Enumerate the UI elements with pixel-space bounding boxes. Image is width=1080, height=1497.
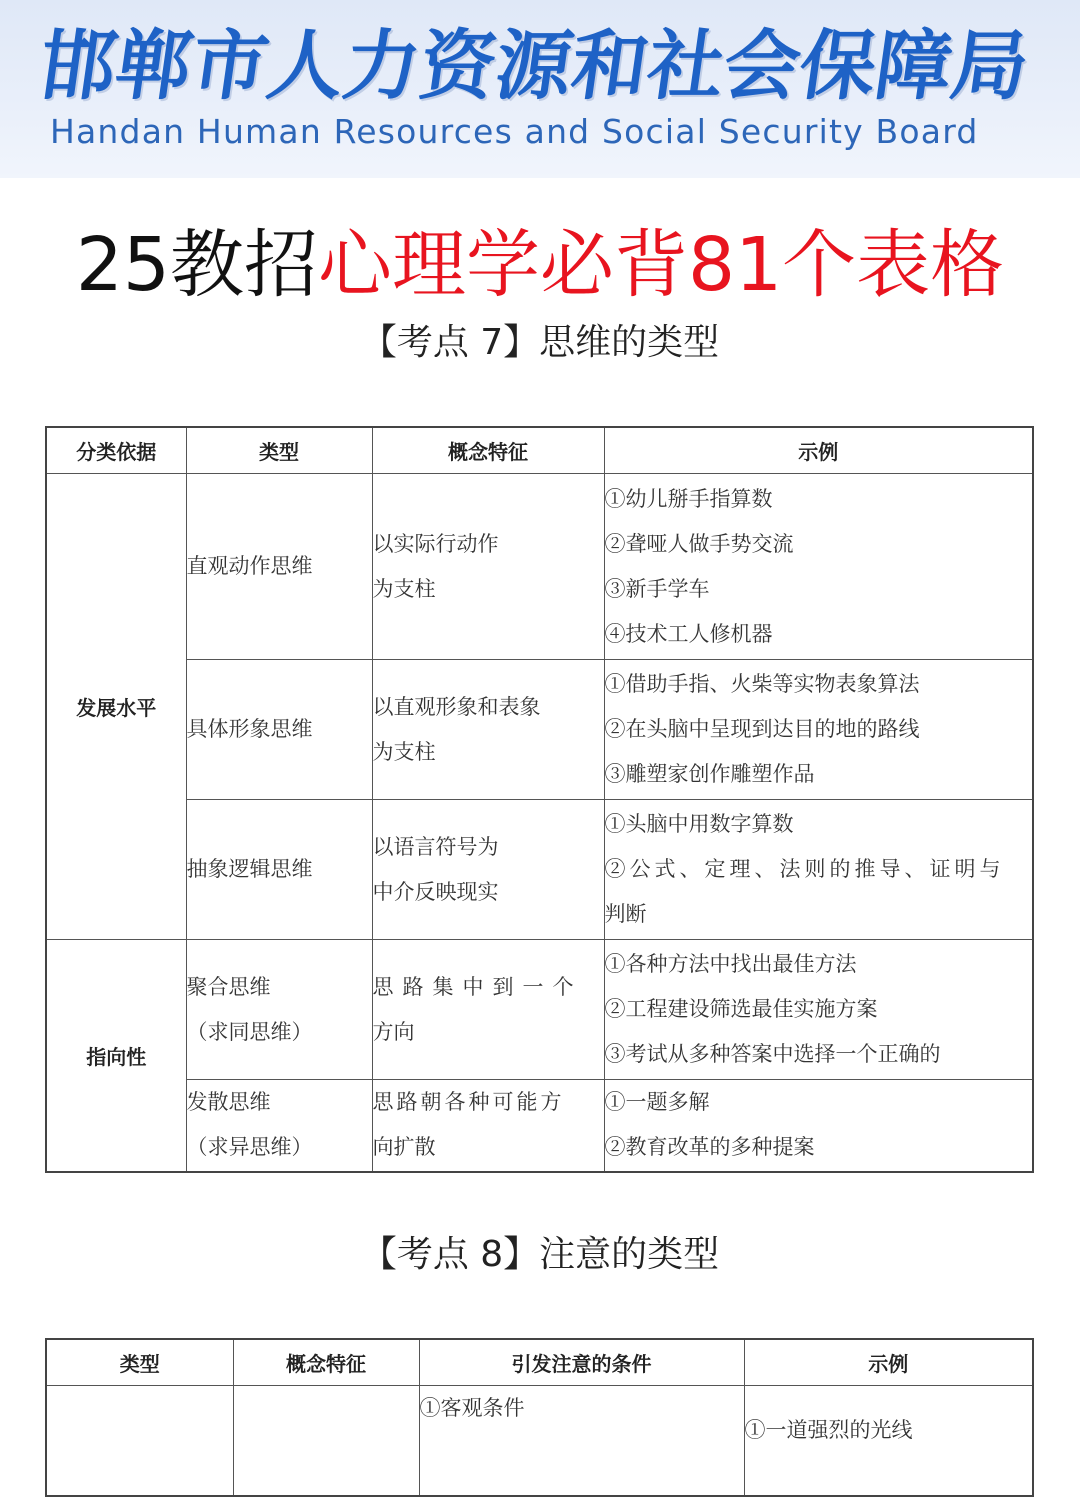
headline-prefix: 25教招 <box>75 222 318 308</box>
bureau-name-en: Handan Human Resources and Social Security Board <box>50 112 979 151</box>
header-cell: 概念特征 <box>233 1339 419 1386</box>
table-row <box>46 1386 1033 1496</box>
concept-cell: 思路集中到一个 方向 <box>372 940 604 1080</box>
section-7-title: 【考点 7】思维的类型 <box>360 322 720 363</box>
header-cell: 引发注意的条件 <box>419 1339 744 1386</box>
type-cell <box>46 1386 233 1496</box>
thinking-types-table <box>45 426 1034 1173</box>
table-header-row <box>46 427 1033 474</box>
type-cell: 抽象逻辑思维 <box>186 800 372 940</box>
table-row <box>46 660 1033 800</box>
concept-cell: 以实际行动作 为支柱 <box>372 474 604 660</box>
type-cell: 具体形象思维 <box>186 660 372 800</box>
example-cell: ①一题多解 ②教育改革的多种提案 <box>604 1080 1033 1172</box>
header-banner <box>0 0 1080 178</box>
concept-cell: 以直观形象和表象 为支柱 <box>372 660 604 800</box>
example-cell: ①各种方法中找出最佳方法 ②工程建设筛选最佳实施方案 ③考试从多种答案中选择一个正确的 <box>604 940 1033 1080</box>
section-8-title: 【考点 8】注意的类型 <box>360 1234 720 1275</box>
type-cell: 直观动作思维 <box>186 474 372 660</box>
table-row <box>46 474 1033 660</box>
example-cell: ①一道强烈的光线 <box>744 1386 1033 1496</box>
attention-types-table <box>45 1338 1034 1497</box>
table-header-row <box>46 1339 1033 1386</box>
condition-cell: ①客观条件 <box>419 1386 744 1496</box>
example-cell: ①幼儿掰手指算数 ②聋哑人做手势交流 ③新手学车 ④技术工人修机器 <box>604 474 1033 660</box>
type-cell: 发散思维 （求异思维） <box>186 1080 372 1172</box>
header-cell: 示例 <box>604 427 1033 474</box>
headline-highlight: 心理学必背81个表格 <box>318 222 1005 308</box>
basis-cell: 指向性 <box>46 940 186 1172</box>
basis-cell: 发展水平 <box>46 474 186 940</box>
header-cell: 示例 <box>744 1339 1033 1386</box>
concept-cell: 思路朝各种可能方 向扩散 <box>372 1080 604 1172</box>
table-row <box>46 940 1033 1080</box>
concept-cell: 以语言符号为 中介反映现实 <box>372 800 604 940</box>
header-cell: 类型 <box>46 1339 233 1386</box>
bureau-name-cn: 邯郸市人力资源和社会保障局 <box>33 21 1035 110</box>
concept-cell <box>233 1386 419 1496</box>
example-cell: ①头脑中用数字算数 ②公式、定理、法则的推导、证明与 判断 <box>604 800 1033 940</box>
table-row <box>46 800 1033 940</box>
page-headline <box>0 220 1080 310</box>
example-cell: ①借助手指、火柴等实物表象算法 ②在头脑中呈现到达目的地的路线 ③雕塑家创作雕塑作品 <box>604 660 1033 800</box>
header-cell: 类型 <box>186 427 372 474</box>
table-row <box>46 1080 1033 1172</box>
header-cell: 分类依据 <box>46 427 186 474</box>
type-cell: 聚合思维 （求同思维） <box>186 940 372 1080</box>
header-cell: 概念特征 <box>372 427 604 474</box>
